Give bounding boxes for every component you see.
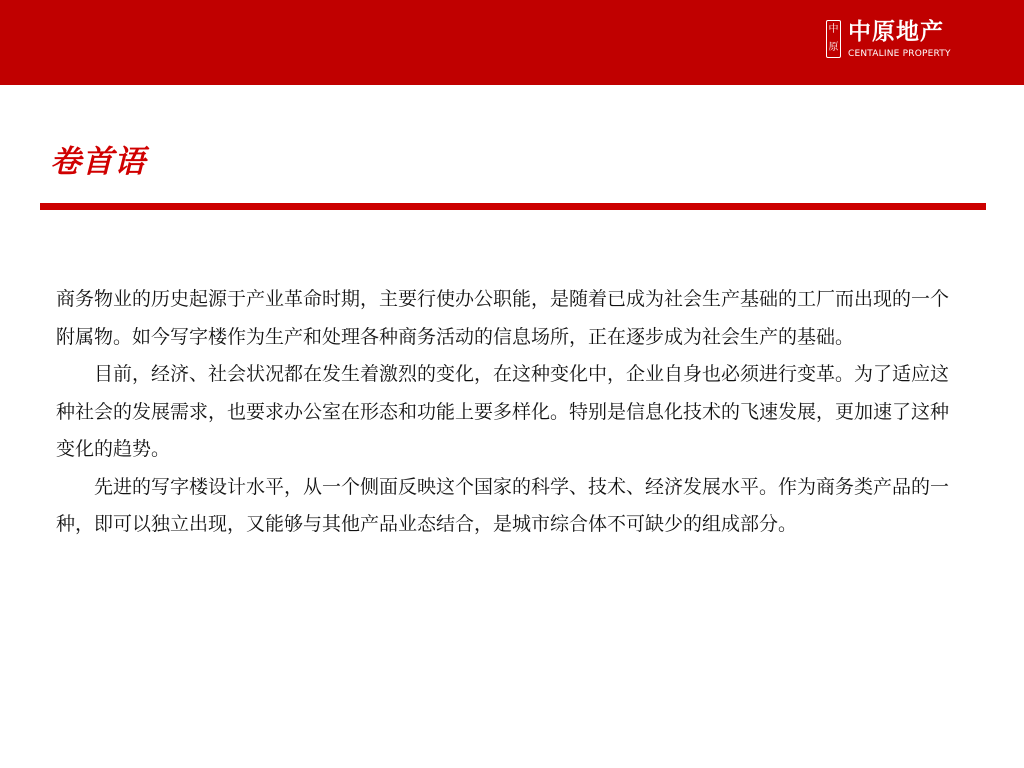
logo-seal-icon: 中原	[826, 20, 841, 58]
header-bar	[0, 0, 1024, 85]
paragraph-2: 目前，经济、社会状况都在发生着激烈的变化，在这种变化中，企业自身也必须进行变革。为了适应这种社会的发展需求，也要求办公室在形态和功能上要多样化。特别是信息化技术的飞速发展，更加速了这种变化的趋势。	[56, 363, 950, 460]
title-divider	[40, 203, 986, 210]
body-text	[56, 281, 956, 544]
logo-name-cn: 中原地产	[848, 19, 944, 45]
page-title: 卷首语	[50, 144, 146, 180]
logo-name-en: CENTALINE PROPERTY	[848, 49, 951, 59]
centaline-logo	[826, 18, 966, 66]
paragraph-3: 先进的写字楼设计水平，从一个侧面反映这个国家的科学、技术、经济发展水平。作为商务类产品的一种，即可以独立出现，又能够与其他产品业态结合，是城市综合体不可缺少的组成部分。	[56, 475, 950, 535]
paragraph-1: 商务物业的历史起源于产业革命时期，主要行使办公职能，是随着已成为社会生产基础的工厂而出现的一个附属物。如今写字楼作为生产和处理各种商务活动的信息场所，正在逐步成为社会生产的基础。	[56, 288, 950, 348]
